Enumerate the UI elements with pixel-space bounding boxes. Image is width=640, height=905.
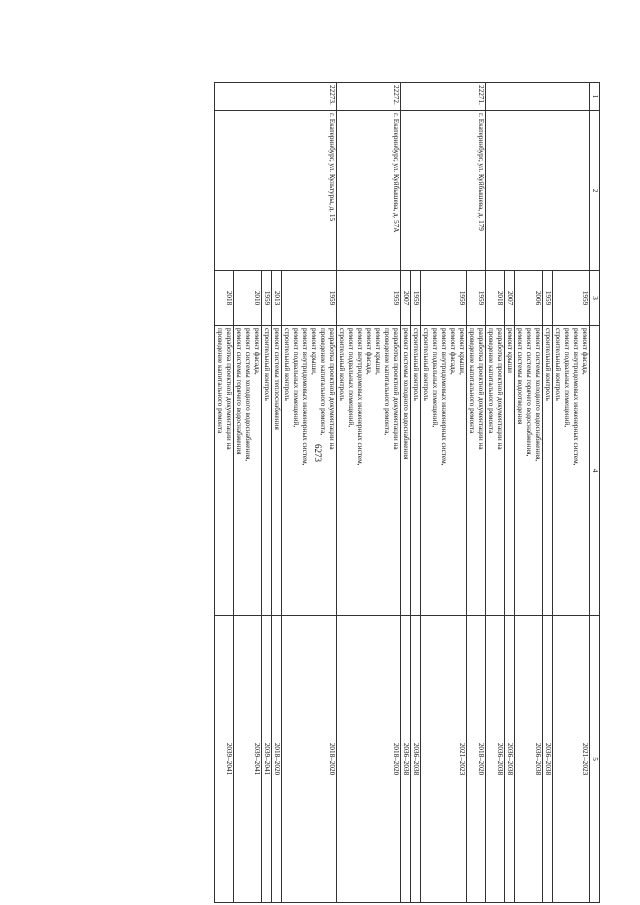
works-cell <box>282 326 337 616</box>
year-cell: 2010 <box>234 271 262 326</box>
work-item: разработка проектной документации на <box>477 328 485 450</box>
works-cell <box>262 326 272 616</box>
work-item: ремонт подвальных помещений, <box>431 328 439 428</box>
work-item: ремонт крыши, <box>374 328 382 375</box>
work-item: ремонт системы горячего водоснабжения <box>235 328 243 455</box>
period-cell: 2021–2023 <box>421 616 467 903</box>
work-item: разработка проектной документации на <box>392 328 400 450</box>
row-number <box>486 83 590 111</box>
works-cell <box>337 326 401 616</box>
col-header-3: 3 <box>590 271 600 326</box>
work-item: ремонт системы водоотведения <box>516 328 524 425</box>
work-item: ремонт внутридомовых инженерных систем, <box>301 328 309 466</box>
work-item: ремонт внутридомовых инженерных систем, <box>440 328 448 466</box>
work-item: ремонт крыши, <box>458 328 466 375</box>
work-item: ремонт подвальных помещений, <box>563 328 571 428</box>
work-item: строительный контроль <box>412 328 420 401</box>
building-address: г. Екатеринбург, ул. Куйбышева, д. 57А <box>337 111 401 271</box>
work-item: строительный контроль <box>554 328 562 401</box>
work-item: проведение капитального ремонта <box>487 328 495 434</box>
year-cell: 1959 <box>543 271 553 326</box>
work-item: строительный контроль <box>544 328 552 401</box>
table-body <box>215 83 590 903</box>
work-item: ремонт системы холодного водоснабжения, <box>244 328 252 462</box>
works-cell <box>505 326 515 616</box>
work-item: строительный контроль <box>338 328 346 401</box>
work-item: ремонт внутридомовых инженерных систем, <box>356 328 364 466</box>
period-cell: 2039–2041 <box>234 616 262 903</box>
work-item: ремонт фасада, <box>449 328 457 375</box>
works-cell <box>553 326 590 616</box>
row-number: 22272. <box>337 83 401 111</box>
works-cell <box>515 326 543 616</box>
work-item: проведение капитального ремонта <box>468 328 476 434</box>
year-cell: 1959 <box>411 271 421 326</box>
work-item: проведение капитального ремонта, <box>383 328 391 436</box>
period-cell: 2018–2020 <box>272 616 282 903</box>
period-cell: 2018–2020 <box>467 616 486 903</box>
building-address: г. Екатеринбург, ул. Культуры, д. 15 <box>215 111 337 271</box>
work-item: ремонт внутридомовых инженерных систем, <box>572 328 580 466</box>
work-item: ремонт системы холодного водоснабжения <box>402 328 410 460</box>
work-item: ремонт крыши, <box>310 328 318 375</box>
works-cell <box>215 326 234 616</box>
work-item: ремонт системы горячего водоснабжения, <box>525 328 533 457</box>
works-cell <box>411 326 421 616</box>
period-cell: 2036–2038 <box>401 616 411 903</box>
work-item: строительный контроль <box>283 328 291 401</box>
row-number: 22271. <box>401 83 486 111</box>
work-item: разработка проектной документации на <box>225 328 233 450</box>
works-cell <box>234 326 262 616</box>
row-number: 22273. <box>215 83 337 111</box>
period-cell: 2039–2041 <box>215 616 234 903</box>
period-cell: 2036–2038 <box>543 616 553 903</box>
work-item: разработка проектной документации на <box>328 328 336 450</box>
works-cell <box>401 326 411 616</box>
period-cell: 2036–2038 <box>515 616 543 903</box>
work-item: разработка проектной документации на <box>496 328 504 450</box>
work-item: ремонт подвальных помещений, <box>292 328 300 428</box>
period-cell: 2021–2023 <box>553 616 590 903</box>
work-item: ремонт системы теплоснабжения <box>273 328 281 430</box>
works-cell <box>421 326 467 616</box>
period-cell: 2018–2020 <box>337 616 401 903</box>
table-row <box>337 83 401 903</box>
year-cell: 1959 <box>337 271 401 326</box>
year-cell: 1959 <box>282 271 337 326</box>
col-header-5: 5 <box>590 616 600 903</box>
work-item: проведение капитального ремонта, <box>319 328 327 436</box>
works-cell <box>467 326 486 616</box>
work-item: ремонт системы холодного водоснабжения, <box>534 328 542 462</box>
works-cell <box>543 326 553 616</box>
year-cell: 2006 <box>515 271 543 326</box>
work-item: ремонт фасада, <box>365 328 373 375</box>
period-cell: 2018–2020 <box>282 616 337 903</box>
table-row <box>553 83 590 903</box>
works-cell <box>272 326 282 616</box>
table-row <box>467 83 486 903</box>
work-item: строительный контроль <box>263 328 271 401</box>
work-item: ремонт фасада, <box>253 328 261 375</box>
year-cell: 1959 <box>262 271 272 326</box>
col-header-2: 2 <box>590 111 600 271</box>
period-cell: 2036–2038 <box>411 616 421 903</box>
year-cell: 1959 <box>553 271 590 326</box>
year-cell: 1959 <box>421 271 467 326</box>
work-item: ремонт крыши <box>506 328 514 374</box>
period-cell: 2039–2041 <box>262 616 272 903</box>
building-address: г. Екатеринбург, ул. Куйбышева, д. 179 <box>401 111 486 271</box>
building-address <box>486 111 590 271</box>
work-item: ремонт фасада, <box>581 328 589 375</box>
works-cell <box>486 326 505 616</box>
table-row <box>282 83 337 903</box>
period-cell: 2036–2038 <box>486 616 505 903</box>
work-item: проведение капитального ремонта <box>216 328 224 434</box>
year-cell: 1959 <box>467 271 486 326</box>
year-cell: 2018 <box>215 271 234 326</box>
rotated-page <box>80 82 600 902</box>
period-cell: 2036–2038 <box>505 616 515 903</box>
year-cell: 2007 <box>505 271 515 326</box>
col-header-4: 4 <box>590 326 600 616</box>
capital-repair-table <box>214 82 600 903</box>
year-cell: 2013 <box>272 271 282 326</box>
work-item: строительный контроль <box>422 328 430 401</box>
year-cell: 2018 <box>486 271 505 326</box>
col-header-1: 1 <box>590 83 600 111</box>
page-number: 6273 <box>313 444 323 462</box>
header-row <box>590 83 600 903</box>
year-cell: 2007 <box>401 271 411 326</box>
work-item: ремонт подвальных помещений, <box>347 328 355 428</box>
